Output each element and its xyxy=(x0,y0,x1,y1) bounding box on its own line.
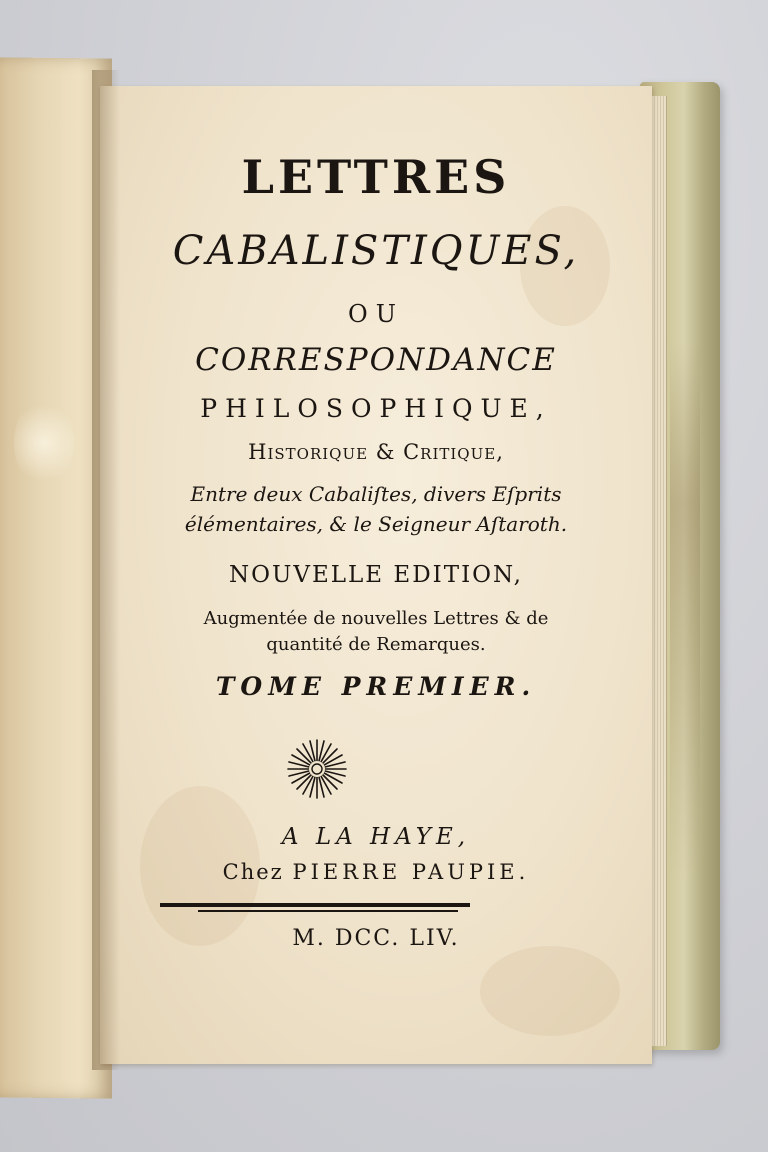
title-correspondance: CORRESPONDANCE xyxy=(195,342,557,378)
imprint-printer-line xyxy=(100,860,652,884)
imprint-place: A LA HAYE, xyxy=(281,824,471,850)
double-rule-divider xyxy=(158,900,472,914)
title-page xyxy=(100,86,652,1064)
augmentee-line2: quantité de Remarques. xyxy=(266,634,486,655)
title-ou: OU xyxy=(348,300,404,328)
imprint-date: M. DCC. LIV. xyxy=(292,926,460,951)
subtitle-historique: Historique & Critique, xyxy=(248,440,504,464)
title-cabalistiques: CABALISTIQUES, xyxy=(172,228,580,274)
subtitle-entre-line2: élémentaires, & le Seigneur Aſtaroth. xyxy=(184,512,568,536)
flyleaf-light-spot xyxy=(14,398,74,489)
imprint-printer-name: PIERRE PAUPIE. xyxy=(292,860,530,884)
title-lettres: LETTRES xyxy=(241,150,511,204)
sunburst-ornament-icon xyxy=(286,738,348,800)
foxing-stain xyxy=(480,946,620,1036)
imprint-chez: Chez xyxy=(222,860,284,884)
augmentee-line1: Augmentée de nouvelles Lettres & de xyxy=(203,608,549,629)
gutter-shadow xyxy=(92,70,120,1070)
volume-statement: TOME PREMIER. xyxy=(215,672,537,701)
title-philosophique: PHILOSOPHIQUE, xyxy=(200,394,552,423)
subtitle-entre-line1: Entre deux Cabaliſtes, divers Eſprits xyxy=(190,482,562,506)
cover-wear xyxy=(670,342,700,882)
edition-statement: NOUVELLE EDITION, xyxy=(229,562,523,588)
